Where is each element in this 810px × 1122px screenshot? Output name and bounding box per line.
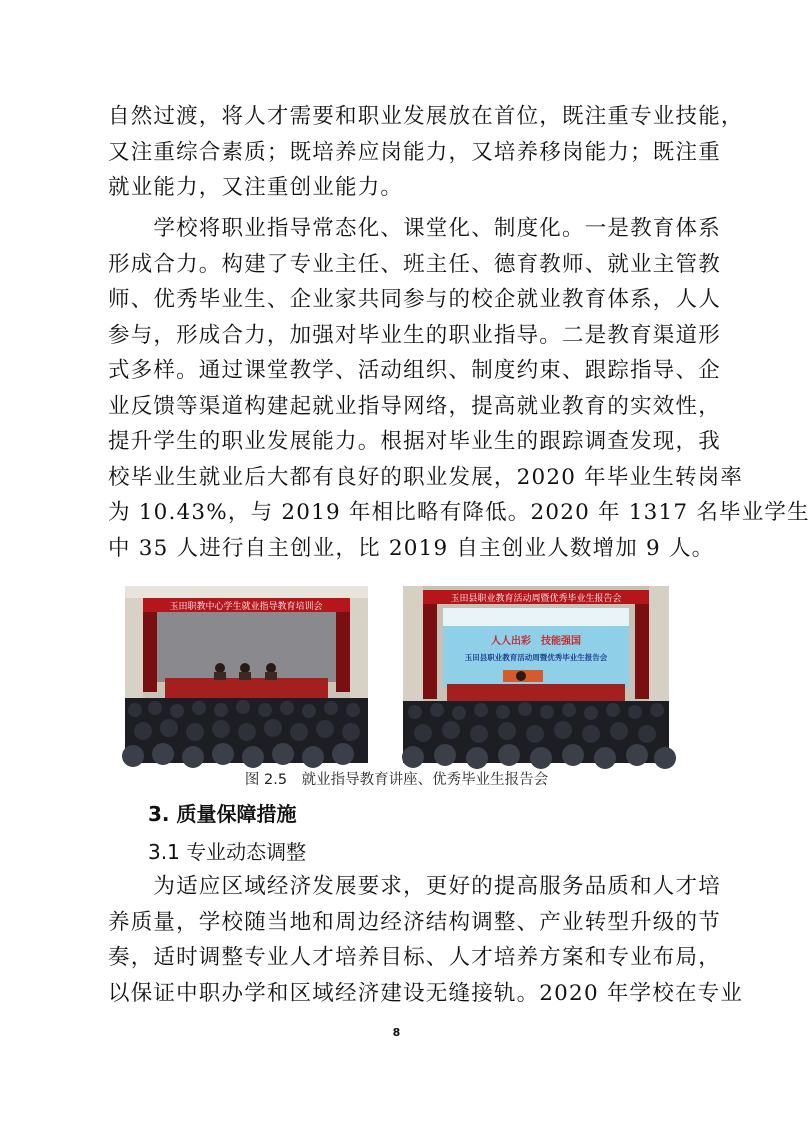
- banner-text: 玉田职教中心学生就业指导教育培训会: [169, 602, 323, 612]
- text-line: 以保证中职办学和区域经济建设无缝接轨。2020 年学校在专业: [108, 980, 744, 1006]
- subsection-heading: 3.1 专业动态调整: [148, 840, 307, 864]
- text-line: 校毕业生就业后大都有良好的职业发展，2020 年毕业生转岗率: [108, 464, 744, 490]
- figure-caption: 图 2.5 就业指导教育讲座、优秀毕业生报告会: [244, 772, 549, 788]
- paragraph-1: [108, 99, 744, 206]
- text-line: 养质量，学校随当地和周边经济结构调整、产业转型升级的节: [108, 909, 721, 935]
- photo-graduate-report-image: [403, 586, 669, 763]
- text-line: 为适应区域经济发展要求，更好的提高服务品质和人才培: [108, 874, 721, 899]
- text-line: 奏，适时调整专业人才培养目标、人才培养方案和专业布局，: [108, 945, 721, 970]
- section-heading: 3. 质量保障措施: [148, 802, 297, 826]
- photo-training-session-image: [125, 586, 368, 763]
- text-line: 形成合力。构建了专业主任、班主任、德育教师、就业主管教: [108, 251, 721, 277]
- text-line: 参与，形成合力，加强对毕业生的职业指导。二是教育渠道形: [108, 322, 721, 348]
- banner-text: 玉田县职业教育活动周暨优秀毕业生报告会: [450, 594, 622, 604]
- text-line: 自然过渡，将人才需要和职业发展放在首位，既注重专业技能，: [108, 104, 744, 129]
- photo-graduate-report: [403, 586, 669, 763]
- paragraph-3: [108, 869, 744, 1011]
- text-line: 又注重综合素质；既培养应岗能力，又培养移岗能力；既注重: [108, 139, 721, 165]
- text-line: 为 10.43%，与 2019 年相比略有降低。2020 年 1317 名毕业学生: [108, 500, 810, 525]
- text-line: 式多样。通过课堂教学、活动组织、制度约束、跟踪指导、企: [108, 358, 721, 383]
- page-number: 8: [392, 1026, 401, 1039]
- photo-training-session: [125, 586, 368, 763]
- text-line: 学校将职业指导常态化、课堂化、制度化。一是教育体系: [108, 216, 721, 241]
- text-line: 师、优秀毕业生、企业家共同参与的校企就业教育体系，人人: [108, 287, 721, 312]
- text-line: 提升学生的职业发展能力。根据对毕业生的跟踪调查发现，我: [108, 429, 721, 454]
- paragraph-2: [108, 211, 810, 566]
- text-line: 中 35 人进行自主创业，比 2019 自主创业人数增加 9 人。: [108, 535, 715, 561]
- screen-slogan: 人人出彩 技能强国: [491, 636, 581, 647]
- screen-title: 玉田县职业教育活动周暨优秀毕业生报告会: [464, 653, 608, 662]
- text-line: 就业能力，又注重创业能力。: [108, 175, 404, 200]
- text-line: 业反馈等渠道构建起就业指导网络，提高就业教育的实效性，: [108, 393, 721, 419]
